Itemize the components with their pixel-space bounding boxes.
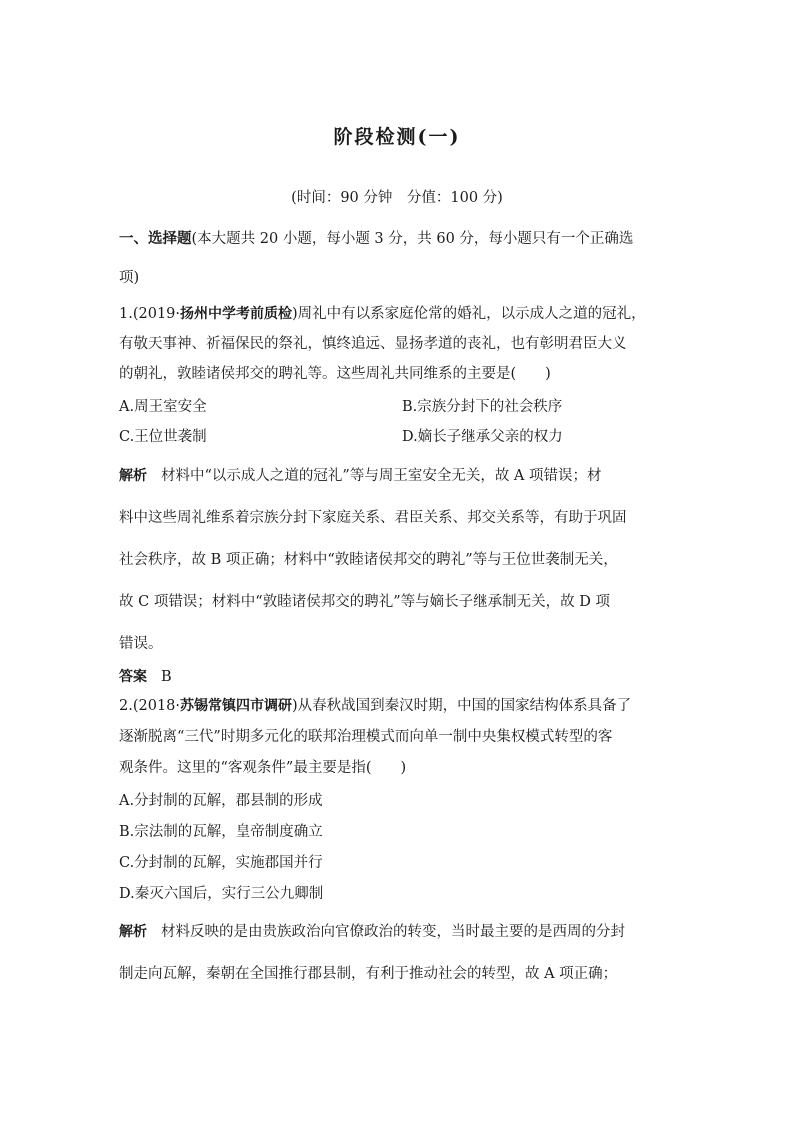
q1-option-b: B.宗族分封下的社会秩序	[402, 399, 563, 415]
q1-stem-line-1	[119, 304, 679, 324]
q2-stem-text: )从春秋战国到秦汉时期，中国的国家结构体系具备了	[292, 698, 632, 714]
q1-answer-value: B	[161, 669, 172, 685]
section-heading-cont: 项)	[119, 270, 140, 286]
q2-stem-line-2: 逐渐脱离“三代”时期多元化的联邦治理模式而向单一制中央集权模式转型的客	[119, 729, 613, 745]
q2-option-b: B.宗法制的瓦解，皇帝制度确立	[119, 824, 323, 840]
q1-analysis-line-4: 故 C 项错误；材料中“敦睦诸侯邦交的聘礼”等与嫡长子继承制无关，故 D 项	[119, 594, 610, 610]
q1-answer	[119, 667, 679, 687]
q1-source: 扬州中学考前质检	[180, 306, 293, 322]
q1-option-a: A.周王室安全	[119, 399, 207, 415]
q2-source: 苏锡常镇四市调研	[180, 698, 293, 714]
q2-stem-line-3: 观条件。这里的“客观条件”最主要是指( )	[119, 760, 407, 776]
q2-analysis-label: 解析	[119, 924, 147, 940]
q1-option-c: C.王位世袭制	[119, 429, 207, 445]
q1-stem-line-3: 的朝礼，敦睦诸侯邦交的聘礼等。这些周礼共同维系的主要是( )	[119, 366, 551, 382]
q2-option-c: C.分封制的瓦解，实施郡国并行	[119, 855, 323, 871]
q2-analysis-line-1	[119, 922, 679, 942]
q2-analysis-text: 材料反映的是由贵族政治向官僚政治的转变，当时最主要的是西周的分封	[161, 924, 625, 940]
q1-number: 1.(2019·	[119, 306, 181, 322]
q1-option-d: D.嫡长子继承父亲的权力	[402, 429, 563, 445]
q1-analysis-line-2: 料中这些周礼维系着宗族分封下家庭关系、君臣关系、邦交关系等，有助于巩固	[119, 510, 627, 526]
q2-option-a: A.分封制的瓦解，郡县制的形成	[119, 793, 323, 809]
exam-meta: (时间：90 分钟 分值：100 分)	[291, 190, 503, 206]
q1-analysis-line-5: 错误。	[119, 636, 163, 652]
q2-analysis-line-2: 制走向瓦解，秦朝在全国推行郡县制，有利于推动社会的转型，故 A 项正确；	[119, 966, 618, 982]
q1-stem-line-2: 有敬天事神、祈福保民的祭礼，慎终追远、显扬孝道的丧礼，也有彰明君臣大义	[119, 336, 627, 352]
q2-stem-line-1	[119, 696, 679, 716]
q1-answer-label: 答案	[119, 669, 147, 685]
section-instructions: (本大题共 20 小题，每小题 3 分，共 60 分，每小题只有一个正确选	[191, 231, 634, 247]
q2-option-d: D.秦灭六国后，实行三公九卿制	[119, 886, 324, 902]
section-heading	[119, 229, 679, 249]
q1-stem-text: )周礼中有以系家庭伦常的婚礼，以示成人之道的冠礼，	[292, 306, 646, 322]
q1-analysis-line-1	[119, 466, 679, 486]
q1-analysis-text: 材料中“以示成人之道的冠礼”等与周王室安全无关，故 A 项错误；材	[161, 468, 602, 484]
page-title: 阶段检测(一)	[333, 126, 461, 148]
section-label: 一、选择题	[119, 230, 192, 247]
q2-number: 2.(2018·	[119, 698, 181, 714]
q1-analysis-line-3: 社会秩序，故 B 项正确；材料中“敦睦诸侯邦交的聘礼”等与王位世袭制无关，	[119, 552, 618, 568]
q1-analysis-label: 解析	[119, 468, 147, 484]
